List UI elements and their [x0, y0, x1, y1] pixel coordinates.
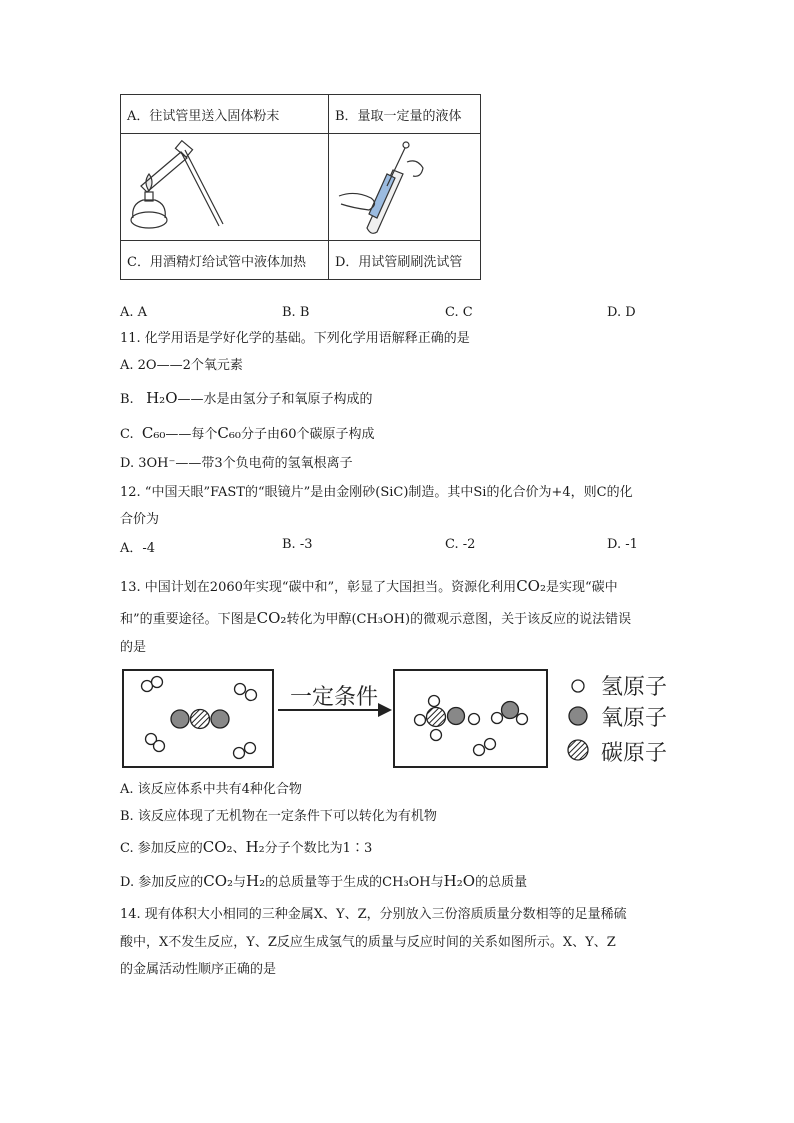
cell-img-heating [121, 134, 329, 241]
arrow-label: 一定条件 [289, 685, 379, 710]
q12-option-b: B. -3 [282, 537, 313, 552]
q13-stem-line2: 和”的重要途径。下图是CO₂转化为甲醇(CH₃OH)的微观示意图，关于该反应的说法错误 [120, 609, 632, 627]
cell-d: D．用试管刷刷洗试管 [329, 241, 481, 280]
q10-option-c: C. C [445, 305, 473, 320]
legend-carbon: 碳原子 [601, 741, 668, 766]
q13-stem-line1: 13. 中国计划在2060年实现“碳中和”，彰显了大国担当。资源化利用CO₂是实现“碳中 [120, 577, 618, 595]
q12-option-c: C. -2 [445, 537, 476, 552]
reaction-diagram [120, 664, 680, 776]
q11-option-b: B. H₂O——水是由氢分子和氧原子构成的 [120, 389, 373, 407]
q11-option-c: C. C₆₀——每个C₆₀分子由60个碳原子构成 [120, 424, 375, 442]
hydrogen-atom-symbol [572, 680, 584, 692]
q13-option-b: B. 该反应体现了无机物在一定条件下可以转化为有机物 [120, 809, 437, 824]
q14-stem-line3: 的金属活动性顺序正确的是 [120, 962, 277, 977]
legend-hydrogen: 氢原子 [601, 675, 668, 700]
q13-option-c: C. 参加反应的CO₂、H₂分子个数比为1∶3 [120, 838, 373, 856]
test-tube-brush-illustration [329, 134, 480, 236]
cell-a: A．往试管里送入固体粉末 [121, 95, 329, 134]
alcohol-lamp-heating-illustration [121, 134, 327, 236]
legend-oxygen: 氧原子 [601, 706, 668, 731]
cell-c: C．用酒精灯给试管中液体加热 [121, 241, 329, 280]
q14-stem-line2: 酸中，X不发生反应，Y、Z反应生成氢气的质量与反应时间的关系如图所示。X、Y、Z [120, 935, 616, 950]
q11-option-d: D. 3OH⁻——带3个负电荷的氢氧根离子 [120, 456, 353, 471]
q11-option-a: A. 2O——2个氧元素 [120, 358, 243, 373]
q10-option-d: D. D [607, 305, 636, 320]
cell-b: B．量取一定量的液体 [329, 95, 481, 134]
cell-img-brush [329, 134, 481, 241]
q12-stem-line1: 12. “中国天眼”FAST的“眼镜片”是由金刚砂(SiC)制造。其中Si的化合价为+4，则C的化 [120, 485, 633, 500]
q11-stem: 11. 化学用语是学好化学的基础。下列化学用语解释正确的是 [120, 331, 470, 346]
q13-option-d: D. 参加反应的CO₂与H₂的总质量等于生成的CH₃OH与H₂O的总质量 [120, 872, 528, 890]
formula-3oh: 3OH⁻ [138, 456, 176, 471]
q12-option-a: A．-4 [120, 541, 156, 556]
q10-table [120, 94, 481, 280]
formula-c60: C₆₀ [141, 424, 166, 442]
q12-option-d: D. -1 [607, 537, 638, 552]
q10-option-b: B. B [282, 305, 310, 320]
legend-symbols [568, 680, 588, 760]
q13-option-a: A. 该反应体系中共有4种化合物 [120, 782, 302, 797]
q10-option-a: A. A [120, 305, 148, 320]
q13-stem-line3: 的是 [120, 640, 147, 655]
q14-stem-line1: 14. 现有体积大小相同的三种金属X、Y、Z，分别放入三份溶质质量分数相等的足量稀硫 [120, 907, 627, 922]
oxygen-atom-symbol [569, 707, 587, 725]
q12-stem-line2: 合价为 [120, 512, 160, 527]
formula-h2o: H₂O [146, 389, 178, 407]
carbon-atom-symbol [568, 740, 588, 760]
